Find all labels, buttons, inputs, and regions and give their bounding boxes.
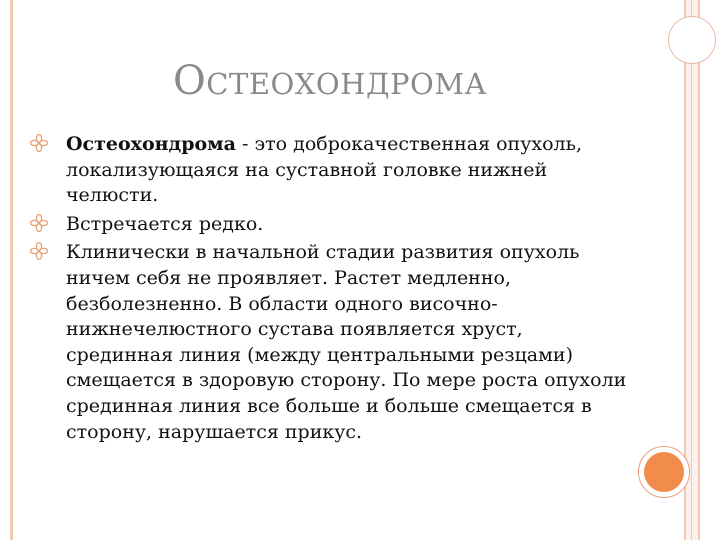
decorative-left-line <box>10 0 13 540</box>
slide-title <box>100 58 560 104</box>
bullet-body: Клинически в начальной стадии развития опухоль ничем себя не проявляет. Растет медленно, безболезненно. В области одного височно-нижнечелюстного сустава появляется хруст, срединная линия (между центральными резцами) смещается в здоровую сторону. По мере роста опухоли срединная линия все больше и больше смещается в сторону, нарушается прикус. <box>66 241 627 443</box>
clover-bullet-icon <box>30 214 48 232</box>
slide-title-initial: О <box>172 58 207 104</box>
clover-bullet-icon <box>30 134 48 152</box>
clover-bullet-icon <box>30 242 48 260</box>
list-item <box>30 240 630 445</box>
decorative-circle-fill <box>644 452 684 492</box>
bullet-text <box>66 240 630 445</box>
bullet-term: Остеохондрома <box>66 133 236 155</box>
bullet-list <box>30 132 630 448</box>
bullet-body: - это доброкачественная опухоль, локализующаяся на суставной головке нижней челюсти. <box>66 133 582 207</box>
decorative-circle-accent <box>638 446 690 498</box>
bullet-text <box>66 212 630 238</box>
decorative-circle-outline <box>668 16 716 64</box>
bullet-text <box>66 132 630 209</box>
bullet-body: Встречается редко. <box>66 212 264 235</box>
decorative-right-line <box>691 0 692 540</box>
slide-title-rest: СТЕОХОНДРОМА <box>206 67 487 101</box>
list-item <box>30 212 630 238</box>
list-item <box>30 132 630 209</box>
decorative-right-line <box>698 0 700 540</box>
